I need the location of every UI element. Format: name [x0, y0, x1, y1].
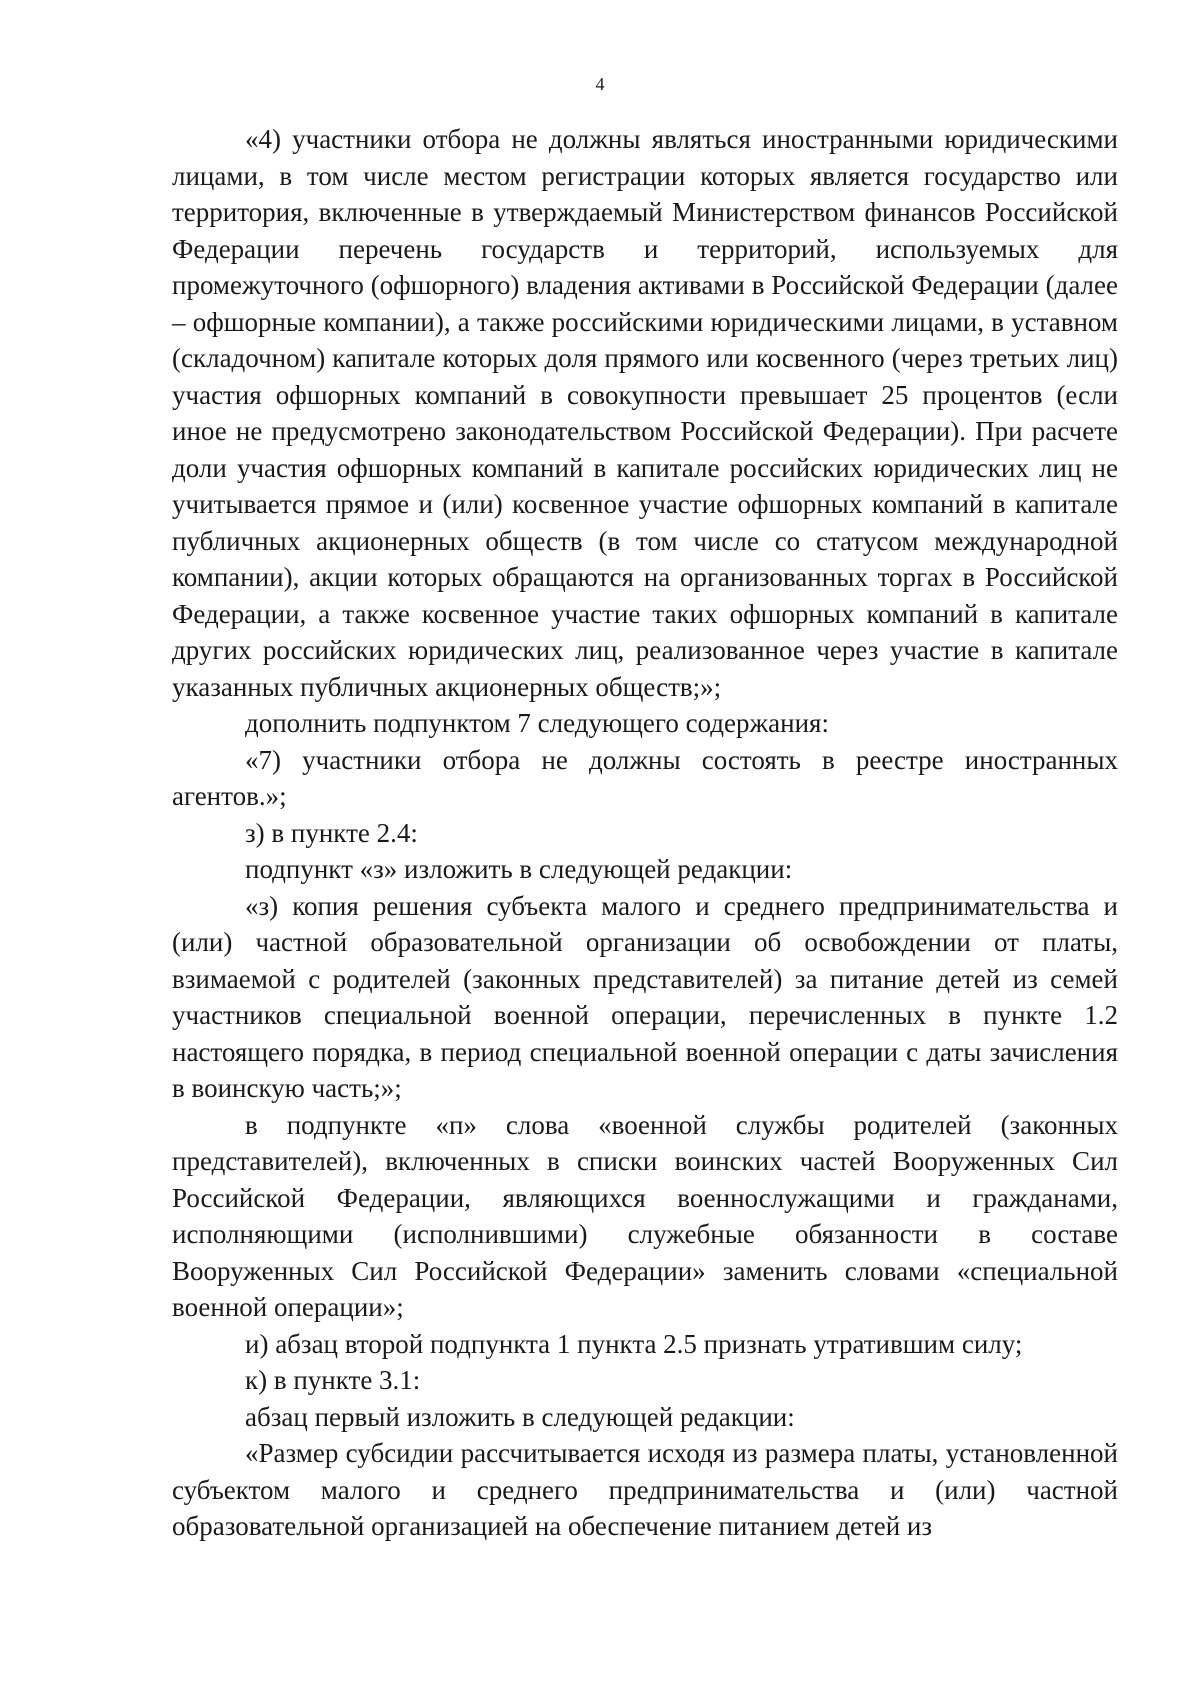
paragraph-offshore-companies: «4) участники отбора не должны являться иностранными юридическими лицами, в том числе местом регистрации которых является государство или территория, включенные в утверждаемый Министерством финансов Российской Федерации перечень государств и территорий, используемых для промежуточного (офшорного) владения активами в Российской Федерации (далее – офшорные компании), а также российскими юридическими лицами, в уставном (складочном) капитале которых доля прямого или косвенного (через третьих лиц) участия офшорных компаний в совокупности превышает 25 процентов (если иное не предусмотрено законодательством Российской Федерации). При расчете доли участия офшорных компаний в капитале российских юридических лиц не учитывается прямое и (или) косвенное участие офшорных компаний в капитале публичных акционерных обществ (в том числе со статусом международной компании), акции которых обращаются на организованных торгах в Российской Федерации, а также косвенное участие таких офшорных компаний в капитале других российских юридических лиц, реализованное через участие в капитале указанных публичных акционерных обществ;»; [172, 124, 1118, 702]
document-body [172, 121, 1118, 1545]
page-number: 4 [595, 74, 605, 94]
paragraph-item-z-point-2-4: з) в пункте 2.4: [245, 817, 418, 848]
paragraph-subsidy-size: «Размер субсидии рассчитывается исходя из размера платы, установленной субъектом малого и среднего предпринимательства и (или) частной образовательной организацией на обеспечение питанием детей из [172, 1438, 1118, 1541]
paragraph-subitem-z-text: «з) копия решения субъекта малого и среднего предпринимательства и (или) частной образовательной организации об освобождении от платы, взимаемой с родителей (законных представителей) за питание детей из семей участников специальной военной операции, перечисленных в пункте 1.2 настоящего порядка, в период специальной военной операции с даты зачисления в воинскую часть;»; [172, 890, 1118, 1103]
paragraph-item-i: и) абзац второй подпункта 1 пункта 2.5 признать утратившим силу; [245, 1328, 1023, 1359]
paragraph-subitem-p: в подпункте «п» слова «военной службы родителей (законных представителей), включенных в списки воинских частей Вооруженных Сил Российской Федерации, являющихся военнослужащими и гражданами, исполняющими (исполнившими) служебные обязанности в составе Вооруженных Сил Российской Федерации» заменить словами «специальной военной операции»; [172, 1109, 1118, 1322]
paragraph-add-subitem-7: дополнить подпунктом 7 следующего содержания: [245, 708, 829, 738]
paragraph-subitem-z-edit: подпункт «з» изложить в следующей редакции: [245, 854, 793, 884]
paragraph-subitem-7: «7) участники отбора не должны состоять в реестре иностранных агентов.»; [172, 744, 1118, 811]
paragraph-item-k-point-3-1: к) в пункте 3.1: [245, 1365, 421, 1395]
paragraph-first-edit: абзац первый изложить в следующей редакции: [245, 1401, 795, 1432]
